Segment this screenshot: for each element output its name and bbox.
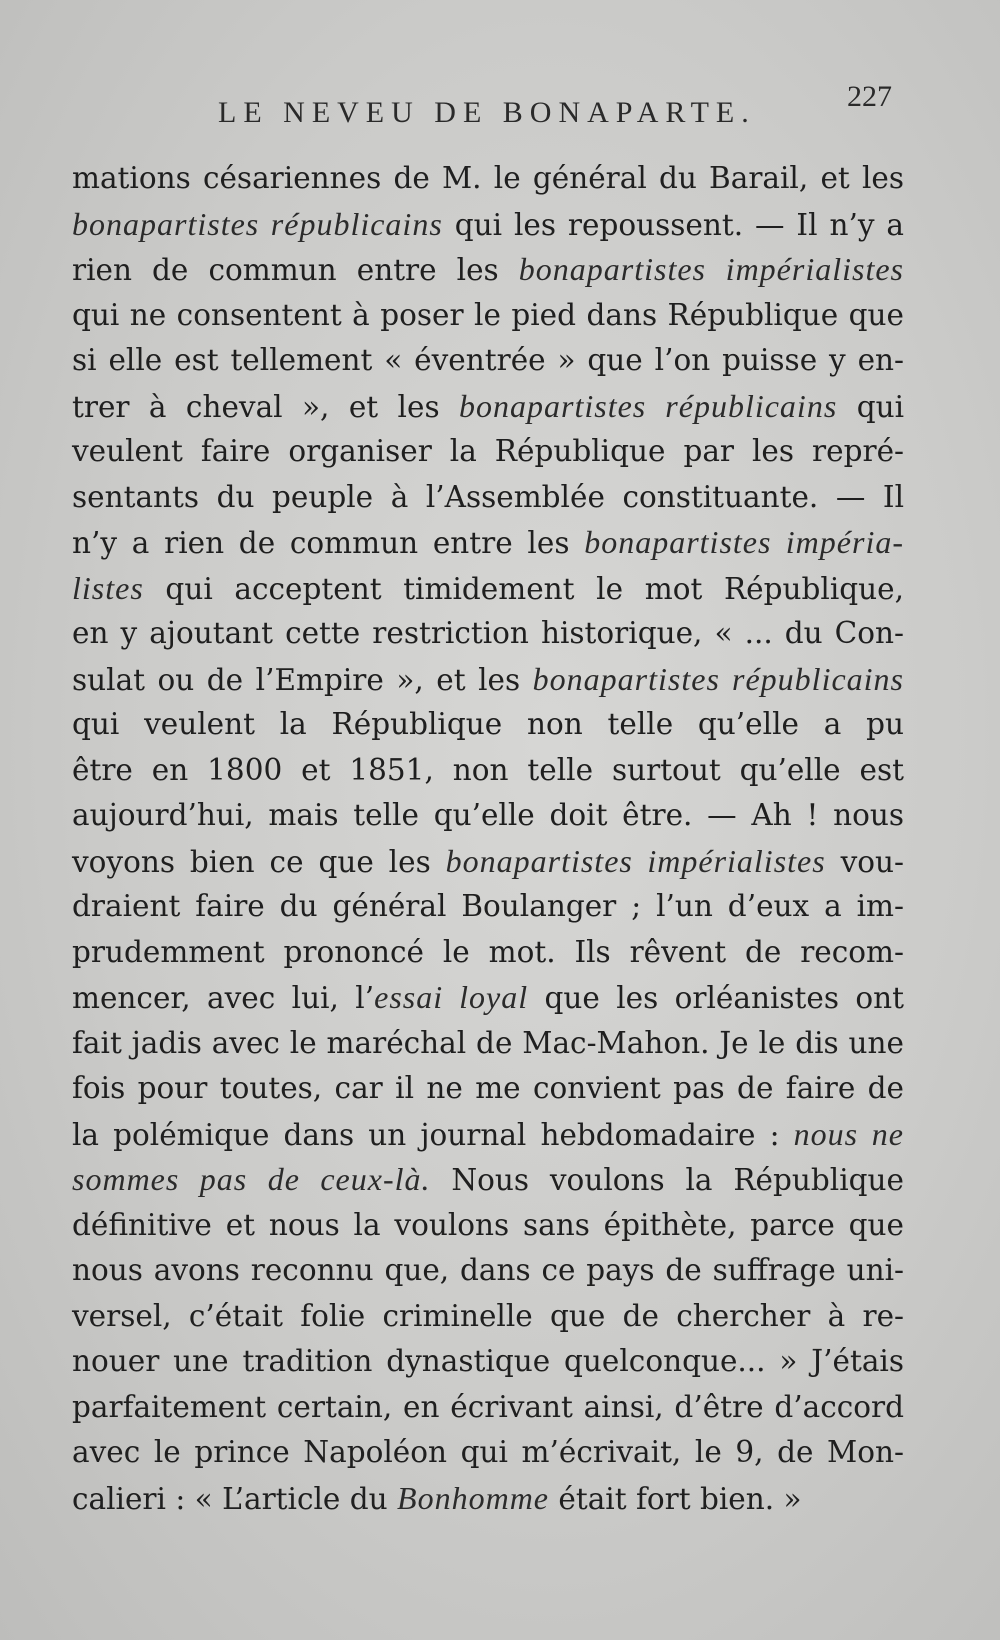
text-span: fois pour toutes, car il ne me convient pas de faire de: [72, 1071, 904, 1105]
text-span: était fort bien. »: [549, 1481, 802, 1516]
text-line: [72, 1476, 904, 1522]
italic-text: bonapartistes impérialistes: [518, 251, 905, 287]
text-line: [72, 657, 904, 703]
italic-text: bonapartistes impérialistes: [445, 842, 826, 879]
text-span: sentants du peuple à l’Assemblée constituante. — Il: [72, 479, 904, 514]
italic-text: nous ne: [793, 1115, 905, 1152]
text-span: versel, c’était folie criminelle que de chercher à re-: [72, 1298, 904, 1333]
italic-text: essai loyal: [374, 979, 529, 1015]
text-line: [72, 1066, 904, 1112]
text-span: définitive et nous la voulons sans épithète, parce que: [72, 1207, 904, 1242]
text-line: [72, 520, 904, 566]
text-line: [72, 202, 904, 248]
text-line: [72, 1385, 904, 1431]
text-span: être en 1800 et 1851, non telle surtout qu’elle est: [72, 752, 904, 787]
text-span: aujourd’hui, mais telle qu’elle doit être. — Ah ! nous: [72, 798, 904, 832]
text-line: [72, 338, 904, 384]
text-line: [72, 1430, 904, 1476]
text-line: [72, 1021, 904, 1067]
text-span: qui: [837, 389, 905, 424]
italic-text: bonapartistes impéria-: [584, 524, 904, 560]
text-line: [72, 156, 904, 202]
text-span: rien de commun entre les: [72, 253, 519, 287]
text-line: [72, 793, 904, 839]
italic-text: sommes pas de ceux-là.: [72, 1161, 431, 1197]
text-line: [72, 1248, 904, 1294]
italic-text: bonapartistes républicains: [532, 660, 905, 697]
text-span: vou-: [825, 844, 904, 879]
text-span: prudemment prononcé le mot. Ils rêvent de recom-: [72, 934, 904, 969]
text-span: veulent faire organiser la République par les repré-: [72, 434, 904, 468]
text-line: [72, 247, 904, 293]
text-span: qui ne consentent à poser le pied dans République que: [72, 297, 904, 332]
text-line: [72, 611, 904, 657]
body-text: [72, 156, 904, 1521]
text-line: [72, 384, 904, 430]
text-span: sulat ou de l’Empire », et les: [72, 662, 533, 697]
text-span: avec le prince Napoléon qui m’écrivait, le 9, de Mon-: [72, 1435, 904, 1469]
text-span: nous avons reconnu que, dans ce pays de suffrage uni-: [72, 1253, 904, 1287]
italic-text: bonapartistes républicains: [72, 205, 443, 242]
text-span: que les orléanistes ont: [528, 981, 905, 1015]
text-span: calieri : « L’article du: [72, 1481, 398, 1516]
text-span: n’y a rien de commun entre les: [72, 526, 585, 560]
text-line: [72, 748, 904, 794]
text-line: [72, 1339, 904, 1385]
text-span: la polémique dans un journal hebdomadaire :: [72, 1117, 794, 1152]
text-span: en y ajoutant cette restriction historique, « ... du Con-: [72, 616, 904, 650]
text-span: mations césariennes de M. le général du Barail, et les: [72, 161, 904, 195]
text-line: [72, 1157, 904, 1203]
text-span: qui veulent la République non telle qu’elle a pu: [72, 707, 904, 741]
running-title: LE NEVEU DE BONAPARTE.: [218, 96, 756, 129]
text-line: [72, 930, 904, 976]
text-line: [72, 566, 904, 612]
italic-text: Bonhomme: [397, 1479, 549, 1516]
page-number: 227: [847, 80, 892, 113]
italic-text: listes: [72, 569, 144, 606]
text-line: [72, 1294, 904, 1340]
text-span: si elle est tellement « éventrée » que l’on puisse y en-: [72, 343, 904, 377]
text-line: [72, 702, 904, 748]
text-span: Nous voulons la République: [430, 1163, 904, 1197]
text-span: nouer une tradition dynastique quelconque... » J’étais: [72, 1344, 904, 1378]
italic-text: bonapartistes républicains: [459, 387, 838, 424]
text-line: [72, 429, 904, 475]
text-span: fait jadis avec le maréchal de Mac-Mahon. Je le dis une: [72, 1025, 904, 1060]
text-span: parfaitement certain, en écrivant ainsi, d’être d’accord: [72, 1389, 904, 1424]
text-line: [72, 1112, 904, 1158]
text-line: [72, 1203, 904, 1249]
text-line: [72, 475, 904, 521]
text-span: mencer, avec lui, l’: [72, 981, 375, 1015]
text-line: [72, 293, 904, 339]
text-span: qui acceptent timidement le mot République,: [143, 571, 904, 606]
text-span: draient faire du général Boulanger ; l’un d’eux a im-: [72, 889, 904, 923]
text-span: qui les repoussent. — Il n’y a: [442, 207, 905, 242]
text-line: [72, 839, 904, 885]
text-span: trer à cheval », et les: [72, 389, 460, 424]
text-span: voyons bien ce que les: [72, 844, 446, 879]
text-line: [72, 884, 904, 930]
text-line: [72, 975, 904, 1021]
